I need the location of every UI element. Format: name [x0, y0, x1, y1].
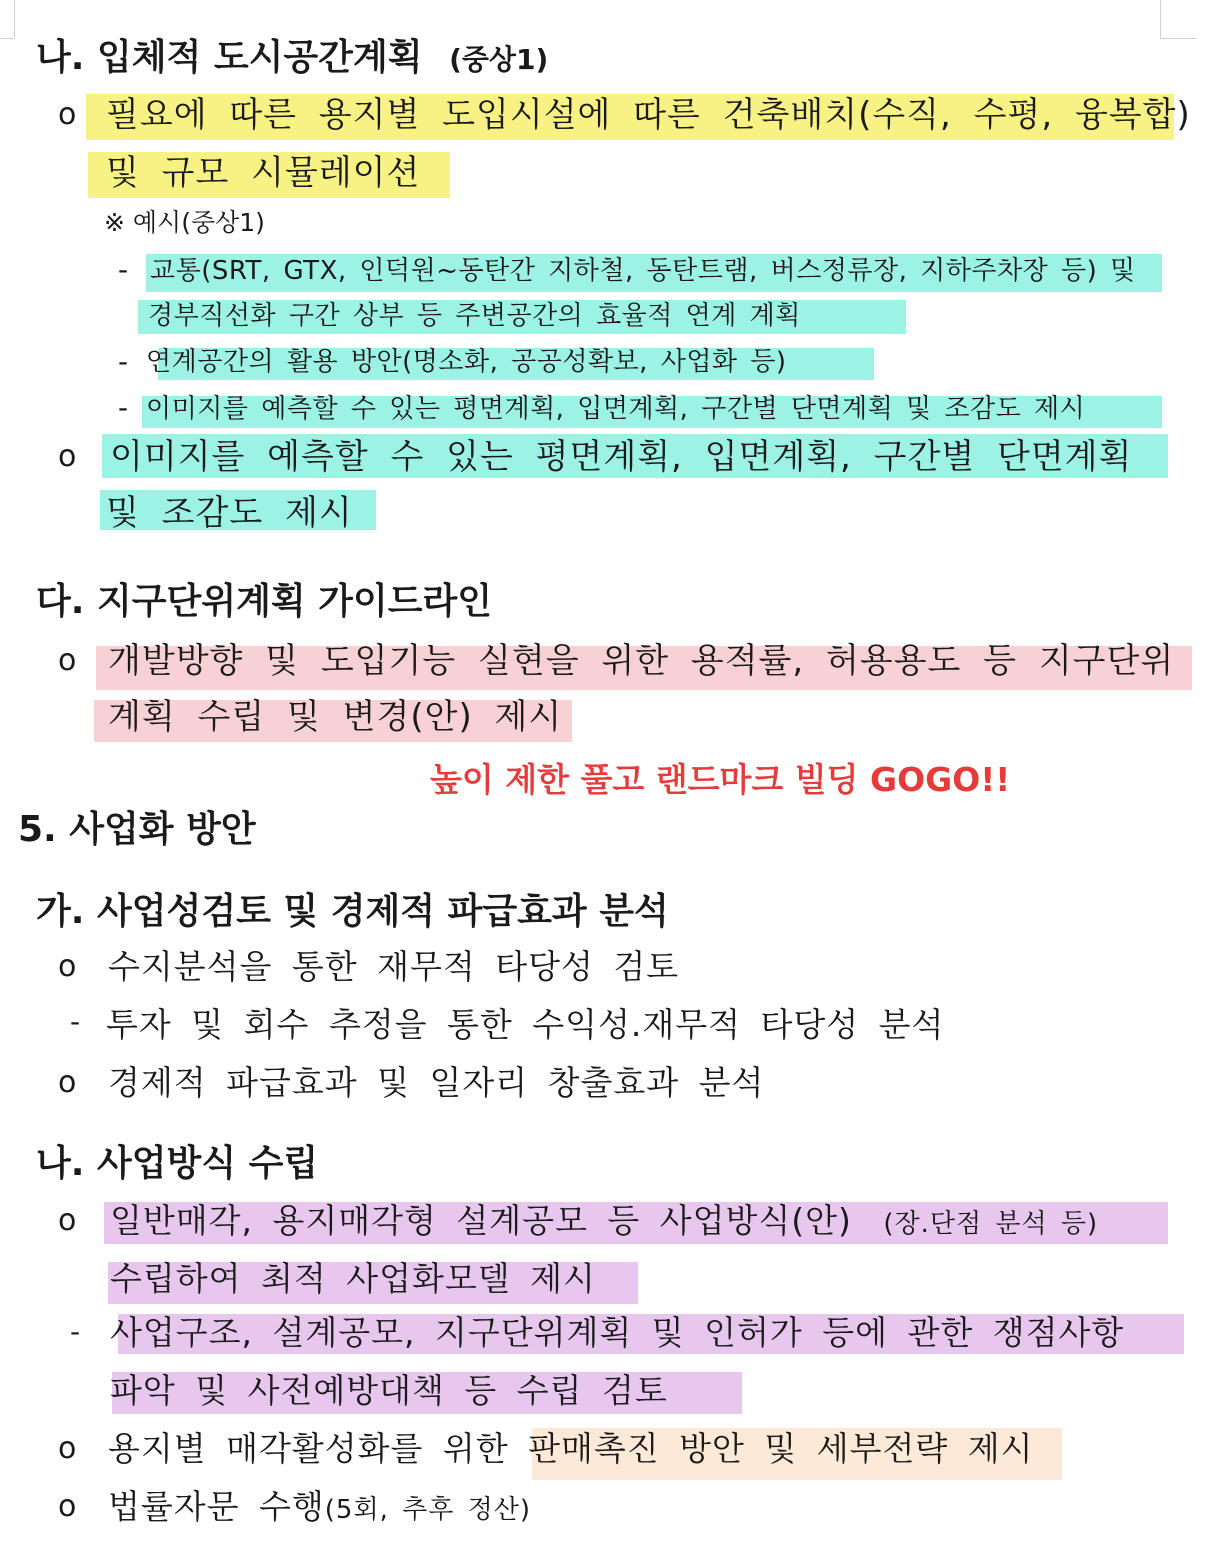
note-text: ※ 예시(중상1)	[104, 208, 265, 237]
crop-mark	[1160, 0, 1161, 38]
dash-marker: -	[118, 391, 129, 424]
bullet-marker: o	[58, 1203, 77, 1238]
dash-text: 파악 및 사전예방대책 등 수립 검토	[110, 1371, 668, 1410]
bullet-marker: o	[58, 439, 77, 474]
dash-text: 사업구조, 설계공모, 지구단위계획 및 인허가 등에 관한 쟁점사항	[110, 1313, 1125, 1352]
bullet-text: 필요에 따른 용지별 도입시설에 따른 건축배치(수직, 수평, 융복합)	[106, 95, 1191, 135]
bullet-marker: o	[58, 1065, 77, 1100]
crop-mark	[1160, 38, 1196, 39]
section-title: 나. 사업방식 수립	[36, 1143, 319, 1184]
section-heading	[36, 37, 549, 78]
bullet-marker: o	[58, 1431, 77, 1466]
dash-text: 투자 및 회수 추정을 통한 수익성.재무적 타당성 분석	[106, 1005, 945, 1044]
bullet-marker: o	[58, 643, 77, 678]
bullet-text: 수립하여 최적 사업화모델 제시	[110, 1259, 596, 1298]
dash-text: 연계공간의 활용 방안(명소화, 공공성확보, 사업화 등)	[146, 347, 787, 377]
section-title: 가. 사업성검토 및 경제적 파급효과 분석	[36, 891, 669, 932]
bullet-text	[110, 1201, 1099, 1240]
handwritten-annotation: 높이 제한 풀고 랜드마크 빌딩 GOGO!!	[430, 760, 1011, 799]
dash-marker: -	[70, 1005, 81, 1038]
dash-marker: -	[118, 345, 129, 378]
bullet-text: 수지분석을 통한 재무적 타당성 검토	[108, 947, 680, 986]
bullet-marker: o	[58, 949, 77, 984]
section-title: 나. 입체적 도시공간계획	[36, 37, 423, 78]
bullet-text: 이미지를 예측할 수 있는 평면계획, 입면계획, 구간별 단면계획	[110, 437, 1133, 477]
bullet-marker: o	[58, 1489, 77, 1524]
bullet-marker: o	[58, 97, 77, 132]
chapter-title: 5. 사업화 방안	[18, 809, 256, 850]
bullet-text-note: (5회, 추후 정산)	[324, 1495, 531, 1525]
section-title: 다. 지구단위계획 가이드라인	[36, 581, 493, 622]
dash-text: 경부직선화 구간 상부 등 주변공간의 효율적 연계 계획	[148, 301, 801, 331]
bullet-text-main: 법률자문 수행	[108, 1487, 325, 1526]
dash-text: 이미지를 예측할 수 있는 평면계획, 입면계획, 구간별 단면계획 및 조감도 제시	[146, 394, 1086, 424]
bullet-text: 경제적 파급효과 및 일자리 창출효과 분석	[108, 1063, 765, 1102]
dash-text: 교통(SRT, GTX, 인덕원~동탄간 지하철, 동탄트램, 버스정류장, 지하주차장 등) 및	[150, 256, 1136, 286]
dash-marker: -	[118, 253, 129, 286]
bullet-text: 계획 수립 및 변경(안) 제시	[108, 697, 563, 737]
bullet-text: 개발방향 및 도입기능 실현을 위한 용적률, 허용용도 등 지구단위	[108, 641, 1175, 681]
bullet-text: 및 규모 시뮬레이션	[106, 153, 421, 193]
bullet-text-note: (장.단점 분석 등)	[883, 1209, 1099, 1239]
section-tag: (중상1)	[449, 43, 549, 76]
crop-mark	[14, 0, 15, 38]
bullet-text	[108, 1487, 531, 1526]
dash-marker: -	[70, 1315, 81, 1348]
bullet-text-main: 일반매각, 용지매각형 설계공모 등 사업방식(안)	[110, 1201, 852, 1240]
bullet-text: 및 조감도 제시	[106, 493, 353, 533]
crop-mark	[0, 38, 14, 39]
bullet-text: 용지별 매각활성화를 위한 판매촉진 방안 및 세부전략 제시	[108, 1429, 1034, 1468]
